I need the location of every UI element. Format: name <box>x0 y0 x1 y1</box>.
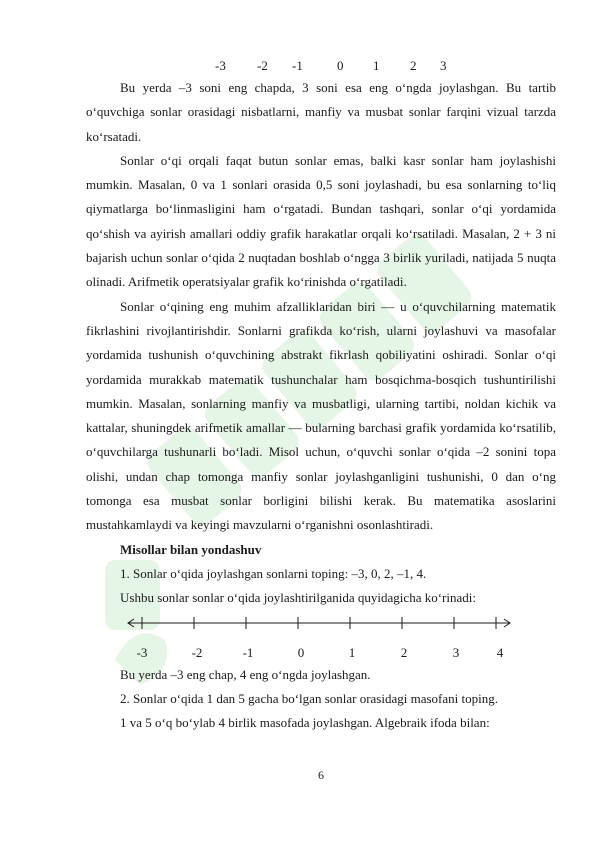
example-1-intro: Ushbu sonlar sonlar o‘qida joylashtirilganida quyidagicha ko‘rinadi: <box>120 590 476 606</box>
number-line-label: 3 <box>452 644 460 660</box>
paragraph: Sonlar o‘qi orqali faqat butun sonlar emas, balki kasr sonlar ham joylashishi mumkin. Masalan, 0 va 1 sonlari orasida 0,5 soni joylashadi, bu esa sonlarning to‘liq qiymatlarga bo‘linmasligini ham o‘rgatadi. Bundan tashqari, sonlar o‘qi yordamida qo‘shish va ayirish amallari oddiy grafik harakatlar orqali ko‘rsatiladi. Masalan, 2 + 3 ni bajarish uchun sonlar o‘qida 2 nuqtadan boshlab o‘ngga 3 birlik yuriladi, natijada 5 nuqta olinadi. Arifmetik operatsiyalar grafik ko‘rinishda o‘rgatiladi. <box>86 152 556 290</box>
number-line-label: 1 <box>348 644 356 660</box>
number-line-label: 0 <box>297 644 305 660</box>
tick-label: 0 <box>337 58 344 73</box>
example-1-conclusion: Bu yerda –3 eng chap, 4 eng o‘ngda joylashgan. <box>120 666 371 682</box>
section-heading: Misollar bilan yondashuv <box>120 541 262 557</box>
example-1-task: 1. Sonlar o‘qida joylashgan sonlarni toping: –3, 0, 2, –1, 4. <box>120 565 427 581</box>
number-line-label: 4 <box>496 644 504 660</box>
example-2-task: 2. Sonlar o‘qida 1 dan 5 gacha bo‘lgan sonlar orasidagi masofani toping. <box>120 690 498 706</box>
number-line-label: 2 <box>400 644 408 660</box>
number-line-axis <box>86 611 556 663</box>
number-line-diagram <box>86 611 556 663</box>
tick-label: -2 <box>257 58 268 73</box>
top-number-line <box>86 58 556 76</box>
number-line-label: -1 <box>242 644 254 660</box>
number-line-label: -2 <box>191 644 203 660</box>
paragraph: Bu yerda –3 soni eng chapda, 3 soni esa eng o‘ngda joylashgan. Bu tartib o‘quvchiga sonlar orasidagi nisbatlarni, manfiy va musbat sonlar farqini vizual tarzda ko‘rsatadi. <box>86 80 556 144</box>
page-number: 6 <box>318 768 324 782</box>
tick-label: 2 <box>410 58 417 73</box>
number-line-label: -3 <box>136 644 148 660</box>
example-2-text: 1 va 5 o‘q bo‘ylab 4 birlik masofada joylashgan. Algebraik ifoda bilan: <box>120 715 490 731</box>
tick-label: -3 <box>215 58 226 73</box>
tick-label: 1 <box>373 58 380 73</box>
tick-label: 3 <box>440 58 447 73</box>
tick-label: -1 <box>292 58 303 73</box>
body-text <box>86 76 556 735</box>
paragraph: Sonlar o‘qining eng muhim afzalliklaridan biri — u o‘quvchilarning matematik fikrlashini rivojlantirishdir. Sonlarni grafikda ko‘rish, ularni joylashuvi va masofalar yordamida tushunish o‘quvchining abstrakt fikrlash qobiliyatini oshiradi. Sonlar o‘qi yordamida murakkab matematik tushunchalar ham bosqichma-bosqich tushuntirilishi mumkin. Masalan, sonlarning manfiy va musbatligi, ularning tartibi, noldan kichik va kattalar, shuningdek arifmetik amallar — bularning barchasi grafik yordamida ko‘rsatilib, o‘quvchilarga tushunarli bo‘ladi. Misol uchun, o‘quvchi sonlar o‘qida –2 sonini topa olishi, undan chap tomonga manfiy sonlar joylashganligini tushunishi, 0 dan o‘ng tomonga esa musbat sonlar borligini bilishi kerak. Bu matematika asoslarini mustahkamlaydi va keyingi mavzularni o‘rganishni osonlashtiradi. <box>86 298 556 533</box>
document-page <box>86 0 556 842</box>
